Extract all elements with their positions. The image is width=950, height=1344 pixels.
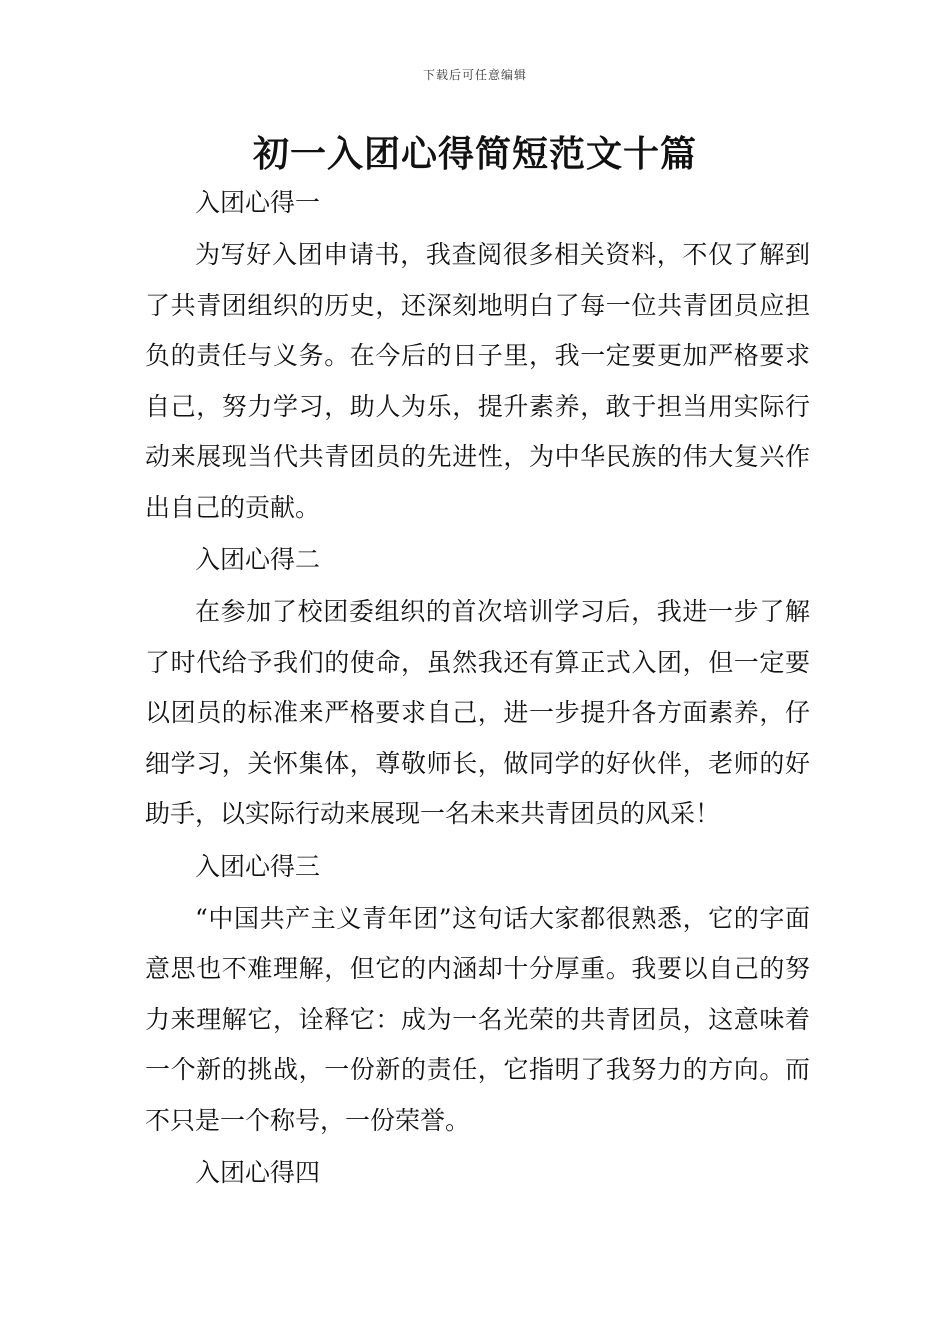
header-note: 下载后可任意编辑 — [422, 68, 527, 82]
section-paragraph-3: “中国共产主义青年团”这句话大家都很熟悉，它的字面意思也不难理解，但它的内涵却十分厚重。我要以自己的努力来理解它，诠释它：成为一名光荣的共青团员，这意味着一个新的挑战，一份新的责任，它指明了我努力的方向。而不只是一个称号，一份荣誉。 — [145, 903, 810, 1135]
section-paragraph-2: 在参加了校团委组织的首次培训学习后，我进一步了解了时代给予我们的使命，虽然我还有算正式入团，但一定要以团员的标准来严格要求自己，进一步提升各方面素养，仔细学习，关怀集体，尊敬师长，做同学的好伙伴，老师的好助手，以实际行动来展现一名未来共青团员的风采！ — [145, 597, 810, 828]
section-heading-2: 入团心得二 — [195, 545, 321, 574]
section-heading-3: 入团心得三 — [195, 851, 321, 881]
section-paragraph-1: 为写好入团申请书，我查阅很多相关资料，不仅了解到了共青团组织的历史，还深刻地明白了每一位共青团员应担负的责任与义务。在今后的日子里，我一定要更加严格要求自己，努力学习，助人为乐，提升素养，敢于担当用实际行动来展现当代共青团员的先进性，为中华民族的伟大复兴作出自己的贡献。 — [145, 240, 810, 522]
section-heading-1: 入团心得一 — [195, 188, 321, 217]
section-heading-4: 入团心得四 — [195, 1158, 321, 1187]
document-title: 初一入团心得简短范文十篇 — [252, 133, 697, 175]
document-body — [145, 178, 810, 1198]
